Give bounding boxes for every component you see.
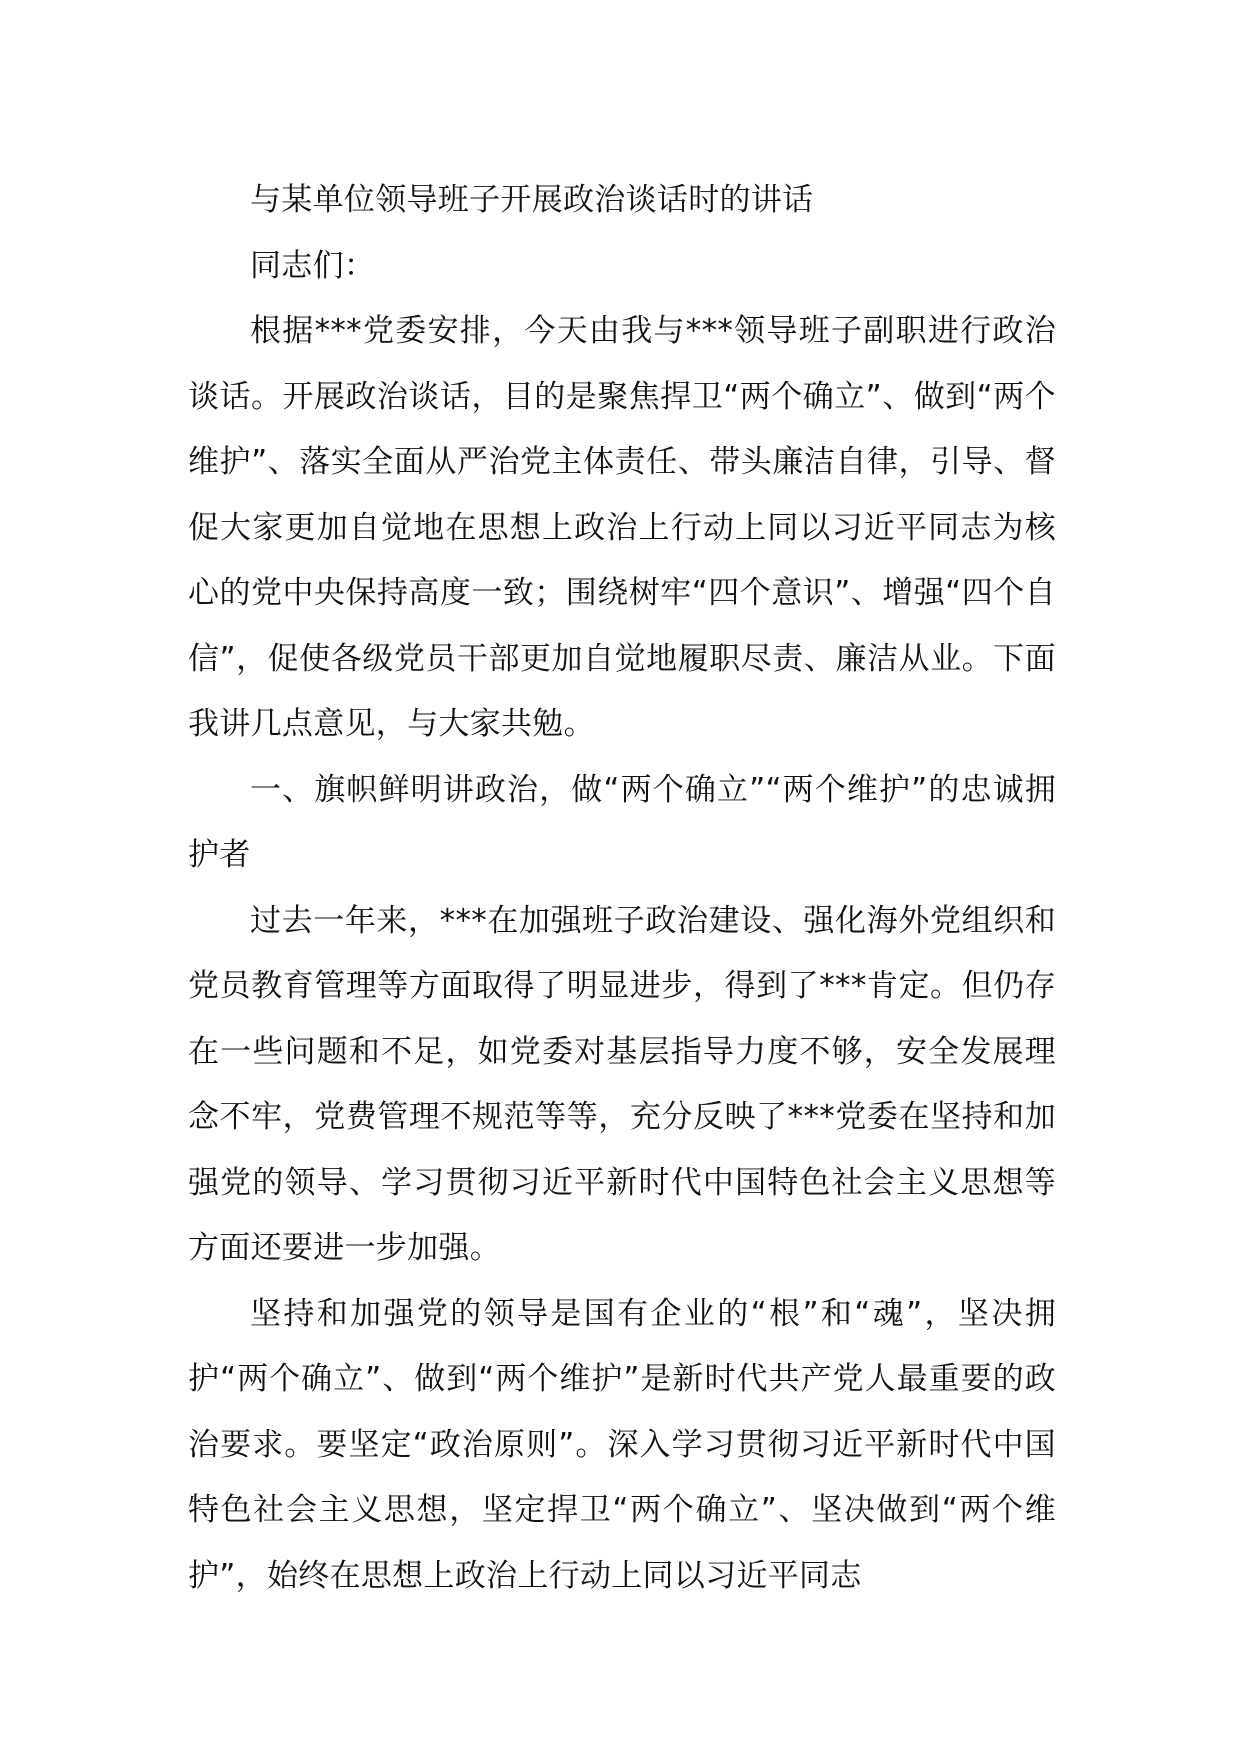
paragraph-leadership: 坚持和加强党的领导是国有企业的“根”和“魂”，坚决拥护“两个确立”、做到“两个维护”是新时代共产党人最重要的政治要求。要坚定“政治原则”。深入学习贯彻习近平新时代中国特色社会主义思想，坚定捍卫“两个确立”、坚决做到“两个维护”，始终在思想上政治上行动上同以习近平同志: [188, 1295, 1056, 1594]
document-body: [188, 168, 1056, 1609]
paragraph-review: 过去一年来，***在加强班子政治建设、强化海外党组织和党员教育管理等方面取得了明显进步，得到了***肯定。但仍存在一些问题和不足，如党委对基层指导力度不够，安全发展理念不牢，党费管理不规范等等，充分反映了***党委在坚持和加强党的领导、学习贯彻习近平新时代中国特色社会主义思想等方面还要进一步加强。: [188, 902, 1056, 1266]
paragraph-intro: 根据***党委安排，今天由我与***领导班子副职进行政治谈话。开展政治谈话，目的是聚焦捍卫“两个确立”、做到“两个维护”、落实全面从严治党主体责任、带头廉洁自律，引导、督促大家更加自觉地在思想上政治上行动上同以习近平同志为核心的党中央保持高度一致；围绕树牢“四个意识”、增强“四个自信”，促使各级党员干部更加自觉地履职尽责、廉洁从业。下面我讲几点意见，与大家共勉。: [188, 313, 1056, 742]
salutation: 同志们：: [250, 247, 376, 284]
section-heading-1: 一、旗帜鲜明讲政治，做“两个确立”“两个维护”的忠诚拥护者: [188, 771, 1056, 873]
document-title: 与某单位领导班子开展政治谈话时的讲话: [250, 182, 814, 218]
